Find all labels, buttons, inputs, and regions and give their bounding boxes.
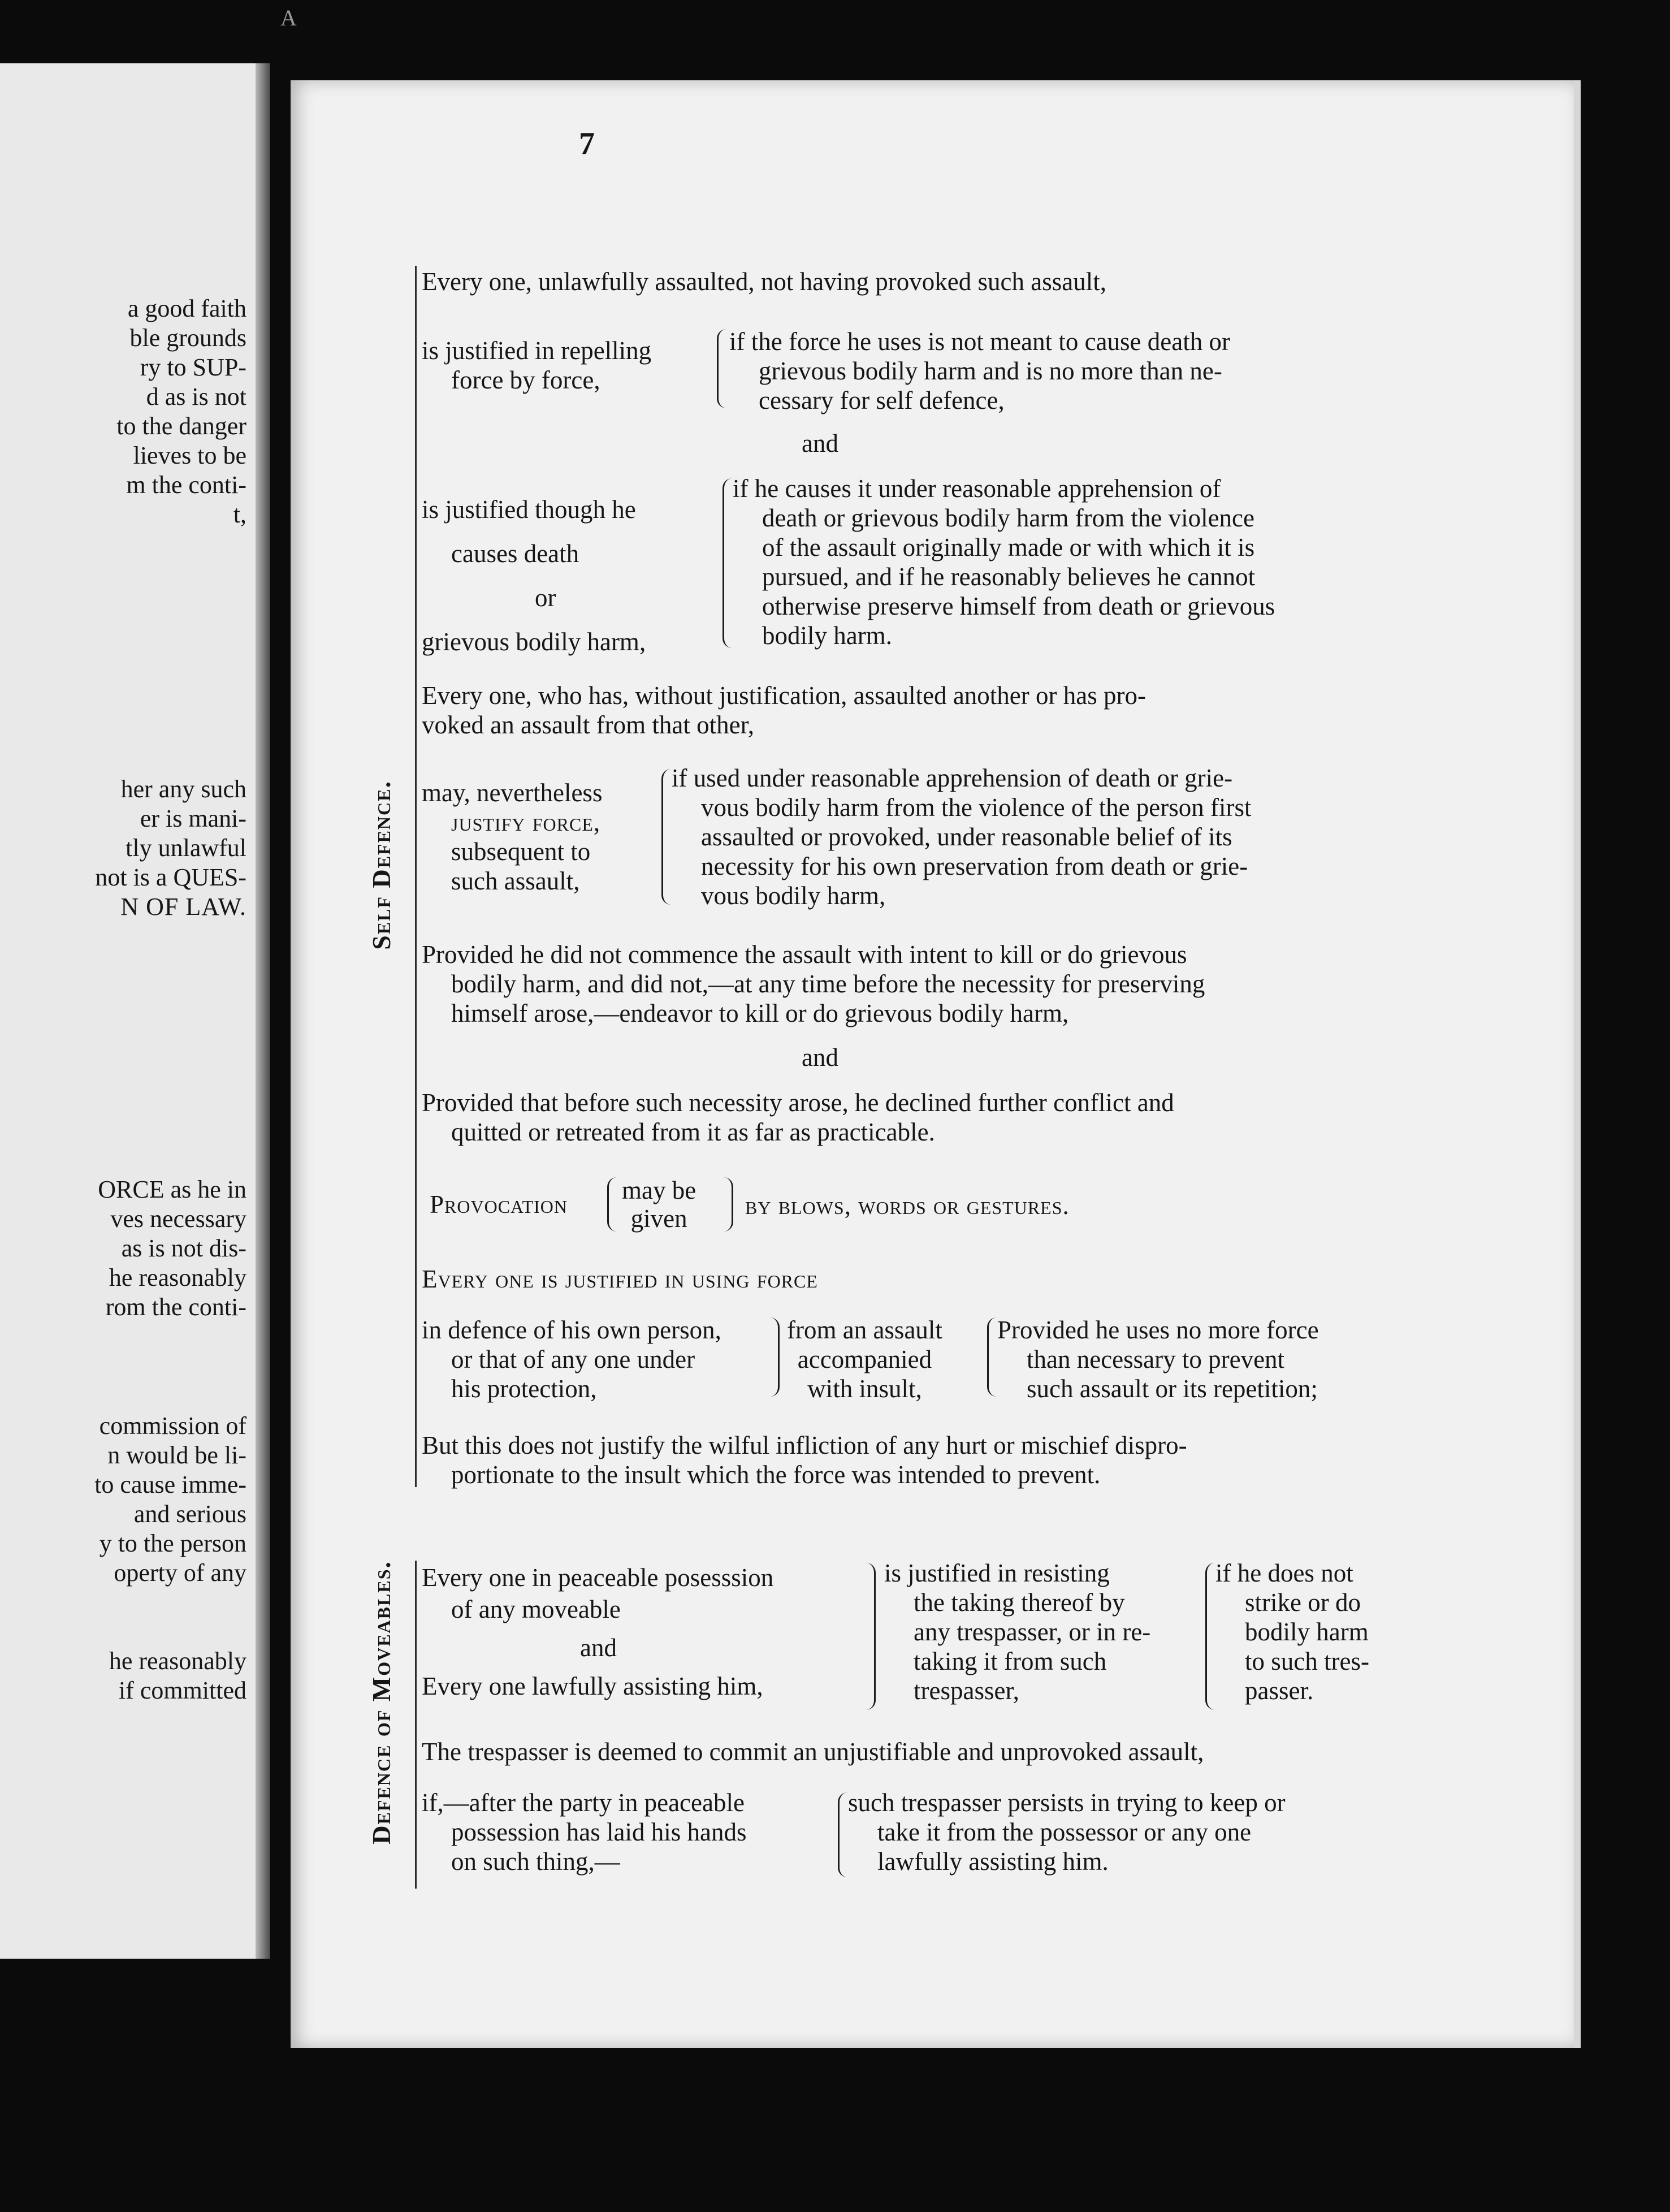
clause1-right: if the force he uses is not meant to cause death or grievous bodily harm and is no more than ne- cessary for self defence, bbox=[729, 327, 1230, 414]
self-defence-intro: Every one, unlawfully assaulted, not having provoked such assault, bbox=[422, 267, 1106, 296]
left-page-fragment bbox=[0, 63, 270, 1959]
provocation-brace-close bbox=[724, 1177, 733, 1232]
clause4-brace-a bbox=[770, 1317, 780, 1397]
left-block-3: ORCE as he in ves necessary as is not dis- he reasonably rom the conti- bbox=[98, 1176, 246, 1321]
moveables-col-c: if he does not strike or do bodily harm to such tres- passer. bbox=[1215, 1559, 1369, 1705]
left-block-5: he reasonably if committed bbox=[109, 1647, 246, 1704]
clause2-left: is justified though he causes death or grievous bodily harm, bbox=[422, 495, 646, 656]
provocation-tail: by blows, words or gestures. bbox=[745, 1191, 1070, 1220]
clause1-brace bbox=[717, 329, 726, 408]
moveables-brace-a bbox=[866, 1563, 876, 1710]
side-title-self-defence: Self Defence. bbox=[367, 780, 396, 950]
page-number: 7 bbox=[579, 126, 595, 161]
clause4-brace-b bbox=[987, 1317, 997, 1397]
and-connector-1: and bbox=[802, 429, 838, 457]
moveables-clause2-right: such trespasser persists in trying to keep or take it from the possessor or any one lawfully assisting him. bbox=[848, 1788, 1286, 1876]
moveables-col-a: Every one in peaceable posesssion of any moveable and Every one lawfully assisting him, bbox=[422, 1563, 774, 1700]
left-block-4: commission of n would be li- to cause imme- and serious y to the person operty of any bbox=[94, 1412, 246, 1587]
moveables-rule bbox=[415, 1561, 417, 1889]
using-force-heading: Every one is justified in using force bbox=[422, 1265, 818, 1293]
moveables-clause2-brace bbox=[838, 1792, 847, 1877]
clause3-brace bbox=[661, 769, 671, 905]
clause3-right: if used under reasonable apprehension of death or grie- vous bodily harm from the violence of the person first assaulted or provoked, under reasonable belief of its necessity for his own preservation from death or grie- vous bodily harm, bbox=[672, 764, 1252, 910]
moveables-col-b: is justified in resisting the taking thereof by any trespasser, or in re- taking it from such trespasser, bbox=[884, 1559, 1151, 1705]
left-block-1: a good faith ble grounds ry to SUP- d as is not to the danger lieves to be m the conti- t, bbox=[116, 295, 246, 528]
clause4-col-c: Provided he uses no more force than necessary to prevent such assault or its repetition; bbox=[997, 1316, 1319, 1403]
proviso-2: Provided that before such necessity arose, he declined further conflict and quitted or retreated from it as far as practicable. bbox=[422, 1088, 1174, 1146]
side-title-defence-moveables: Defence of Moveables. bbox=[367, 1561, 396, 1844]
clause4-col-b: from an assault accompanied with insult, bbox=[787, 1316, 942, 1403]
but-clause: But this does not justify the wilful infliction of any hurt or mischief dispro- portionate to the insult which the force was intended to prevent. bbox=[422, 1431, 1187, 1489]
moveables-clause2-left: if,—after the party in peaceable possession has laid his hands on such thing,— bbox=[422, 1788, 747, 1876]
left-block-2: her any such er is mani- tly unlawful not is a QUES- N OF LAW. bbox=[95, 775, 246, 921]
proviso-1: Provided he did not commence the assault with intent to kill or do grievous bodily harm, and did not,—at any time before the necessity for preserving himself arose,—endeavor to kill or do grievous bodily harm, bbox=[422, 940, 1205, 1027]
moveables-brace-b bbox=[1205, 1563, 1215, 1710]
self-defence-rule bbox=[415, 266, 417, 1487]
provocation-brace-open bbox=[607, 1177, 617, 1232]
page-edge bbox=[1574, 80, 1581, 2048]
clause2-right: if he causes it under reasonable apprehension of death or grievous bodily harm from the violence of the assault originally made or with which it is pursued, and if he reasonably believes he cannot otherwise preserve himself from death or grievous bodily harm. bbox=[733, 474, 1275, 650]
page-gutter bbox=[256, 63, 270, 1959]
corner-mark: A bbox=[280, 5, 297, 31]
clause4-col-a: in defence of his own person, or that of any one under his protection, bbox=[422, 1316, 721, 1403]
provocation-mid: may be given bbox=[622, 1176, 696, 1233]
clause1-left: is justified in repelling force by force, bbox=[422, 336, 652, 394]
and-connector-2: and bbox=[802, 1043, 838, 1072]
clause3-left: may, nevertheless justify force, subsequent to such assault, bbox=[422, 779, 603, 895]
assaulter-paragraph: Every one, who has, without justification, assaulted another or has pro- voked an assault from that other, bbox=[422, 681, 1146, 739]
trespasser-statement: The trespasser is deemed to commit an unjustifiable and unprovoked assault, bbox=[422, 1738, 1204, 1766]
provocation-label: Provocation bbox=[430, 1190, 568, 1219]
clause2-brace bbox=[722, 478, 732, 648]
